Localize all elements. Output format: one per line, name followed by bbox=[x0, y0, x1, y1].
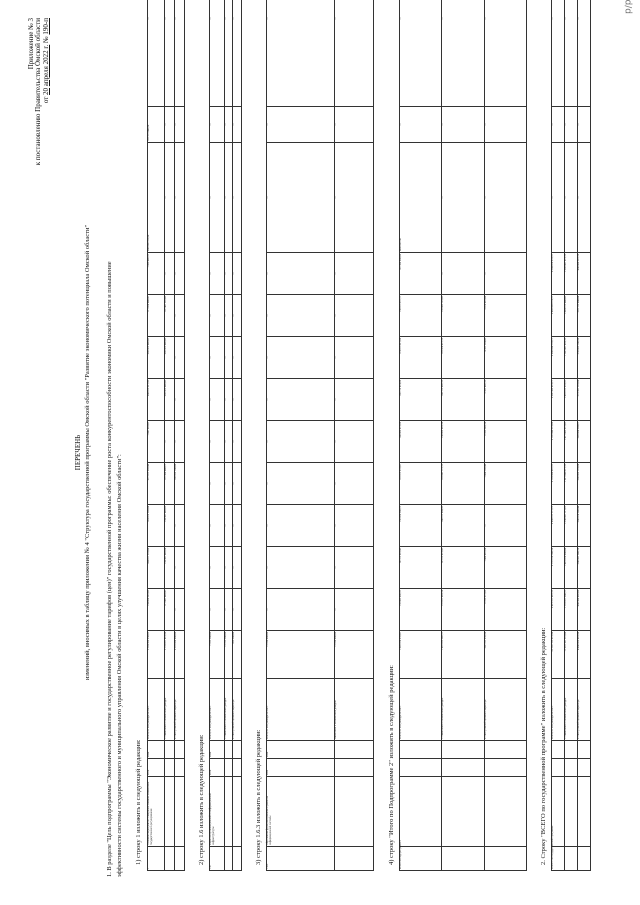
table-cell: — bbox=[578, 0, 591, 107]
table-cell: — bbox=[400, 107, 442, 143]
table-cell: 1 824 915 048,05 bbox=[565, 295, 578, 337]
table-cell: — bbox=[267, 295, 335, 337]
table-cell: 2 783 320,10 bbox=[484, 421, 526, 463]
table-cell: — bbox=[175, 253, 185, 295]
table-cell: — bbox=[210, 463, 225, 505]
table-cell: 4 397 594,05 bbox=[484, 337, 526, 379]
table-cell: — bbox=[334, 421, 373, 463]
table-cell: 187 315 060,30 bbox=[148, 107, 165, 143]
table-cell: 140 882 413,28 bbox=[400, 421, 442, 463]
table-cell: — bbox=[165, 0, 175, 107]
table-cell: 2 280 094 118,71 bbox=[552, 337, 565, 379]
table-cell: 347 797 232,50 bbox=[484, 631, 526, 679]
table-cell: — bbox=[267, 379, 335, 421]
table-cell bbox=[552, 759, 565, 777]
table-cell: — bbox=[334, 463, 373, 505]
table-row bbox=[224, 0, 233, 871]
table-row bbox=[175, 0, 185, 871]
table-cell: — bbox=[224, 0, 233, 107]
table-cell bbox=[175, 847, 185, 871]
table-cell: 171 001 043,41 bbox=[165, 589, 175, 631]
table-cell: — bbox=[334, 0, 373, 107]
table-cell: — bbox=[224, 295, 233, 337]
table-cell: — bbox=[175, 143, 185, 253]
table-cell: 17 293 101 319,80 bbox=[565, 631, 578, 679]
table-row bbox=[267, 0, 335, 871]
table-cell bbox=[233, 759, 242, 777]
table-cell bbox=[565, 741, 578, 759]
table-cell: — bbox=[224, 547, 233, 589]
appendix-label: Приложение № 3 bbox=[27, 18, 35, 70]
table-cell: 3 010 097,08 bbox=[484, 295, 526, 337]
table-cell: — bbox=[224, 253, 233, 295]
table-cell bbox=[175, 777, 185, 847]
table-cell bbox=[334, 741, 373, 759]
table-cell: Количество bbox=[400, 143, 442, 253]
table-cell: Основное мероприятие: Совершенствование механизмов государственного регулирования bbox=[148, 777, 165, 847]
table-cell: — bbox=[210, 253, 225, 295]
table-cell: 151 011 092,14 bbox=[442, 589, 484, 631]
table-cell bbox=[484, 759, 526, 777]
table-cell: 192 007 115,13 bbox=[442, 463, 484, 505]
item-5-heading: 2. Строку "ВСЕГО по государственной программе" изложить в следующей редакции: bbox=[540, 627, 547, 865]
resolution-label: к постановлению Правительства Омской области bbox=[34, 18, 43, 166]
table-cell: 15 920 000,00 bbox=[267, 631, 335, 679]
table-cell: — bbox=[484, 107, 526, 143]
table-cell: 138 013 219,11 bbox=[400, 295, 442, 337]
table-cell: ВСЕГО по государственной программе bbox=[552, 847, 565, 871]
table-cell bbox=[484, 777, 526, 847]
table-cell: — bbox=[334, 253, 373, 295]
table-cell bbox=[578, 759, 591, 777]
paragraph-line-2: эффективности системы государственного и муниципального управления Омской области в целях улучшения качества жизни населения Омской области": bbox=[115, 454, 123, 877]
item-2-heading: 2) строку 1.6 изложить в следующей редакции: bbox=[198, 734, 205, 865]
item-4-heading: 4) строку "Итого по Подпрограмме 2" изложить в следующей редакции: bbox=[388, 665, 395, 865]
table-cell: 89 515 895,43 bbox=[400, 547, 442, 589]
table-cell bbox=[578, 847, 591, 871]
table-cell: — bbox=[267, 143, 335, 253]
table-cell: 1 041 892,67 bbox=[148, 421, 165, 463]
table-cell: 165 712 614,28 bbox=[400, 379, 442, 421]
table-cell: — bbox=[267, 547, 335, 589]
table-cell bbox=[233, 741, 242, 759]
table-cell: 2 131 918 140,14 bbox=[552, 547, 565, 589]
table-cell: — bbox=[224, 505, 233, 547]
table-cell: — bbox=[484, 505, 526, 547]
table-cell: Итого по Подпрограмме 2 bbox=[400, 847, 442, 871]
table-row bbox=[233, 0, 242, 871]
table-cell: — bbox=[233, 295, 242, 337]
table-cell: Всего, из них расходы за счет: bbox=[148, 679, 165, 741]
table-cell: 2024 bbox=[148, 741, 165, 759]
table-cell bbox=[565, 847, 578, 871]
table-cell bbox=[334, 777, 373, 847]
table-cell: 578 175 066,06 bbox=[578, 295, 591, 337]
table-cell: — bbox=[334, 589, 373, 631]
item-3-heading: 3) строку 1.6.3 изложить в следующей редакции: bbox=[255, 729, 262, 865]
table-cell: — bbox=[233, 421, 242, 463]
table-cell: — bbox=[233, 0, 242, 107]
table-cell: — bbox=[210, 547, 225, 589]
table-cell: — bbox=[267, 421, 335, 463]
table-cell: 2 793 917,23 bbox=[484, 589, 526, 631]
table-cell: — bbox=[484, 143, 526, 253]
table-cell: 170 416 017,19 bbox=[442, 337, 484, 379]
table-cell: 200 819 011,33 bbox=[148, 379, 165, 421]
table-cell: — bbox=[442, 253, 484, 295]
table-cell: 135 003 122,03 bbox=[442, 295, 484, 337]
table-row bbox=[400, 0, 442, 871]
table-cell bbox=[165, 741, 175, 759]
table-cell: 203 415 049,05 bbox=[165, 337, 175, 379]
table-cell: Налоговых и неналоговых доходов bbox=[334, 679, 373, 741]
table-row-1-6-3 bbox=[266, 0, 374, 871]
table-cell: 2024 bbox=[210, 741, 225, 759]
table-cell: 293 500,00 bbox=[233, 631, 242, 679]
table-cell: — bbox=[267, 107, 335, 143]
table-cell: 2 473 311 097,13 bbox=[552, 589, 565, 631]
table-cell: 138 099 093,18 bbox=[442, 421, 484, 463]
date-line: от 20 апреля 2022 г. № 190-п bbox=[41, 18, 50, 104]
table-cell: — bbox=[267, 589, 335, 631]
table-cell: — bbox=[334, 337, 373, 379]
table-cell: — bbox=[578, 143, 591, 253]
table-cell: — bbox=[210, 295, 225, 337]
table-cell: 277 817 983,48 bbox=[148, 463, 165, 505]
table-cell: 203 415 049,05 bbox=[148, 337, 165, 379]
table-cell: 565 899 170,24 bbox=[578, 463, 591, 505]
table-cell: — bbox=[233, 253, 242, 295]
table-cell: — bbox=[267, 463, 335, 505]
table-cell: 2. Поступлений целевого характера bbox=[233, 679, 242, 741]
table-cell: — bbox=[552, 0, 565, 107]
table-cell: 1 806 103,48 bbox=[484, 463, 526, 505]
resolution-number: 190-п bbox=[41, 18, 50, 35]
table-cell: — bbox=[175, 379, 185, 421]
table-cell: — bbox=[210, 379, 225, 421]
table-cell: Обеспечение функционирования и развития информационной системы bbox=[267, 777, 335, 847]
table-cell: — bbox=[233, 379, 242, 421]
table-cell: 2 038 917 711,73 bbox=[552, 505, 565, 547]
table-cell: — bbox=[442, 143, 484, 253]
table-cell: Всего, из них расходы за счет: bbox=[210, 679, 225, 741]
table-program-total bbox=[551, 0, 591, 871]
table-cell: — bbox=[233, 505, 242, 547]
table-cell bbox=[552, 741, 565, 759]
table-cell: 154 890 541,83 bbox=[148, 589, 165, 631]
table-cell: 154 301 043,24 bbox=[165, 547, 175, 589]
table-cell bbox=[400, 777, 442, 847]
table-row-1 bbox=[147, 0, 185, 871]
table-row-1-6 bbox=[209, 0, 242, 871]
table-cell: 174 813 611,24 bbox=[400, 337, 442, 379]
table-cell: — bbox=[565, 143, 578, 253]
table-cell: 1 693 917 218,51 bbox=[565, 379, 578, 421]
table-cell bbox=[484, 741, 526, 759]
table-cell: — bbox=[148, 0, 165, 107]
table-subprogram-total bbox=[399, 0, 527, 871]
table-cell: — bbox=[267, 337, 335, 379]
table-cell: 153 805 009,37 bbox=[400, 589, 442, 631]
table-cell bbox=[175, 759, 185, 777]
table-cell: 154 301 043,25 bbox=[165, 505, 175, 547]
table-cell: — bbox=[210, 505, 225, 547]
table-cell: 160 917 004,35 bbox=[442, 505, 484, 547]
table-cell bbox=[334, 847, 373, 871]
table-cell: — bbox=[210, 589, 225, 631]
table-cell: — bbox=[233, 143, 242, 253]
table-cell: 680 300 067,02 bbox=[578, 589, 591, 631]
table-cell: Всего, из них расходы за счет: bbox=[400, 679, 442, 741]
table-cell: 1.6.3 bbox=[267, 847, 335, 871]
table-cell: — bbox=[334, 295, 373, 337]
table-cell: — bbox=[267, 0, 335, 107]
table-cell: 2 207 309 013,71 bbox=[552, 379, 565, 421]
table-cell: — bbox=[175, 107, 185, 143]
table-cell: — bbox=[484, 0, 526, 107]
table-cell: 1 481 079 003,11 bbox=[442, 631, 484, 679]
table-cell: 162 115 007,13 bbox=[442, 379, 484, 421]
table-cell: 6 468 052 495,54 bbox=[578, 631, 591, 679]
document-subtitle: изменений, вносимых в таблицу приложения № 4 "Структура государственной программы Омской области "Развитие экономического потенциала Омской области" bbox=[84, 224, 91, 681]
table-cell: 124 012 398,84 bbox=[148, 505, 165, 547]
table-cell: 508 016 540,46 bbox=[578, 505, 591, 547]
table-cell bbox=[233, 777, 242, 847]
table-cell: — bbox=[175, 505, 185, 547]
table-row bbox=[565, 0, 578, 871]
table-cell bbox=[165, 847, 175, 871]
table-cell: — bbox=[224, 107, 233, 143]
table-cell: 1 530 901 171,27 bbox=[565, 505, 578, 547]
table-cell: — bbox=[224, 337, 233, 379]
document-title: ПЕРЕЧЕНЬ bbox=[74, 434, 82, 471]
table-row bbox=[578, 0, 591, 871]
table-cell: 1 671 003 917,07 bbox=[565, 421, 578, 463]
table-cell: — bbox=[565, 0, 578, 107]
table-cell: 7 933 500,00 bbox=[210, 631, 225, 679]
table-row bbox=[148, 0, 165, 871]
table-cell bbox=[165, 777, 175, 847]
table-cell: 3 597 607,15 bbox=[484, 379, 526, 421]
table-cell bbox=[224, 777, 233, 847]
table-cell: 208 094 312,20 bbox=[148, 143, 165, 253]
table-cell: — bbox=[224, 421, 233, 463]
table-cell: — bbox=[224, 589, 233, 631]
table-row bbox=[442, 0, 484, 871]
table-cell: — bbox=[165, 253, 175, 295]
table-cell: 1.6 bbox=[210, 847, 225, 871]
table-cell: — bbox=[334, 379, 373, 421]
table-cell: — bbox=[442, 107, 484, 143]
table-cell bbox=[400, 759, 442, 777]
table-cell: — bbox=[442, 0, 484, 107]
section-paragraph bbox=[105, 26, 125, 877]
table-cell: 13 793 500,00 bbox=[224, 631, 233, 679]
table-cell: 2014 bbox=[148, 759, 165, 777]
table-cell bbox=[334, 759, 373, 777]
table-cell bbox=[565, 759, 578, 777]
table-cell: 1 623 010 800,04 bbox=[565, 547, 578, 589]
table-cell: 193 813 218,61 bbox=[400, 463, 442, 505]
table-cell bbox=[442, 741, 484, 759]
table-row bbox=[210, 0, 225, 871]
table-cell: 1. Налоговых и неналоговых доходов bbox=[442, 679, 484, 741]
table-cell: 2 504 010 210,31 bbox=[552, 253, 565, 295]
table-cell: 1 747 001 010,13 bbox=[565, 337, 578, 379]
table-cell: — bbox=[334, 547, 373, 589]
table-cell: — bbox=[210, 107, 225, 143]
table-cell: 1. Налоговых и неналоговых доходов bbox=[165, 679, 175, 741]
table-cell: 103 999 100,00 bbox=[175, 463, 185, 505]
table-cell bbox=[565, 777, 578, 847]
table-cell: — bbox=[334, 143, 373, 253]
table-cell: — bbox=[165, 107, 175, 143]
table-cell bbox=[224, 759, 233, 777]
item-1-heading: 1) строку 1 изложить в следующей редакции: bbox=[135, 739, 142, 865]
table-cell: 2. Поступлений целевого характера bbox=[578, 679, 591, 741]
table-cell: Развитие организационной и информационной инфраструктуры bbox=[210, 777, 225, 847]
table-cell bbox=[400, 741, 442, 759]
table-cell: 1 793 011 030,11 bbox=[565, 589, 578, 631]
table-cell: 3 116 071 612,30 bbox=[165, 631, 175, 679]
table-cell: Всего, из них расходы за счет: bbox=[267, 679, 335, 741]
table-row bbox=[552, 0, 565, 871]
table-cell: 2014 bbox=[210, 759, 225, 777]
table-cell: 1 903 001 813,19 bbox=[565, 253, 578, 295]
table-row bbox=[334, 0, 373, 871]
table-cell: — bbox=[334, 505, 373, 547]
table-cell: — bbox=[175, 0, 185, 107]
table-cell bbox=[233, 847, 242, 871]
table-cell: 23 761 153 815,34 bbox=[552, 631, 565, 679]
table-cell: — bbox=[210, 143, 225, 253]
table-cell: 508 907 340,10 bbox=[578, 547, 591, 589]
table-cell: 2. Поступлений целевого характера bbox=[484, 679, 526, 741]
table-cell bbox=[442, 847, 484, 871]
table-cell: 513 391 795,20 bbox=[578, 379, 591, 421]
table-cell: — bbox=[210, 337, 225, 379]
table-cell: — bbox=[233, 547, 242, 589]
table-cell: — bbox=[224, 463, 233, 505]
table-cell: — bbox=[165, 421, 175, 463]
table-cell: — bbox=[233, 337, 242, 379]
table-cell: — bbox=[400, 0, 442, 107]
table-cell: — bbox=[175, 337, 185, 379]
table-cell: 2 176 900 081,37 bbox=[552, 463, 565, 505]
table-cell: 144 811 518,84 bbox=[148, 547, 165, 589]
table-cell: 87 915 813,47 bbox=[442, 547, 484, 589]
table-cell bbox=[165, 759, 175, 777]
table-cell: — bbox=[210, 421, 225, 463]
table-cell: 1. Налоговых и неналоговых доходов bbox=[565, 679, 578, 741]
table-cell: — bbox=[334, 107, 373, 143]
table-cell: 2 370 034 000,00 bbox=[175, 631, 185, 679]
table-cell: — bbox=[165, 143, 175, 253]
table-cell bbox=[578, 741, 591, 759]
table-cell: — bbox=[224, 379, 233, 421]
table-cell bbox=[578, 777, 591, 847]
table-cell: 171 614 048,41 bbox=[148, 295, 165, 337]
table-cell: Всего, из них расходы за счет: bbox=[552, 679, 565, 741]
table-cell: 3 794 392 950,23 bbox=[148, 631, 165, 679]
table-cell bbox=[175, 741, 185, 759]
table-cell: — bbox=[224, 143, 233, 253]
table-cell: 152 670 388,73 bbox=[400, 505, 442, 547]
table-cell: 1. Налоговых и неналоговых доходов bbox=[224, 679, 233, 741]
table-cell: 2. Поступлений целевого характера bbox=[175, 679, 185, 741]
table-cell: — bbox=[267, 253, 335, 295]
table-row bbox=[165, 0, 175, 871]
table-cell: — bbox=[267, 505, 335, 547]
table-cell: — bbox=[565, 107, 578, 143]
table-row bbox=[484, 0, 526, 871]
table-cell bbox=[224, 741, 233, 759]
table-cell: — bbox=[210, 0, 225, 107]
table-cell: — bbox=[175, 295, 185, 337]
paragraph-line-1: 1. В разделе "Цель подпрограммы "Экономическое развитие и государственное регулирование тарифов (цен)" государственной программы: обеспечение роста конкурентоспособности экономики Омской области и повышение bbox=[106, 261, 113, 877]
table-cell: — bbox=[175, 547, 185, 589]
table-cell: — bbox=[552, 107, 565, 143]
appendix-header bbox=[28, 18, 50, 165]
table-cell: 533 093 108,58 bbox=[578, 337, 591, 379]
table-cell: — bbox=[175, 421, 185, 463]
table-cell: 179 300 048,97 bbox=[165, 463, 175, 505]
table-cell: — bbox=[233, 107, 242, 143]
table-cell: — bbox=[578, 107, 591, 143]
table-cell: 203 415 049,05 bbox=[165, 379, 175, 421]
table-cell: 528 036 396,21 bbox=[578, 421, 591, 463]
table-cell bbox=[442, 759, 484, 777]
table-cell: 15 920 000,00 bbox=[334, 631, 373, 679]
table-cell: — bbox=[484, 253, 526, 295]
scan-mark: d/d bbox=[622, 0, 632, 14]
table-cell: 1 828 876 235,61 bbox=[400, 631, 442, 679]
table-cell: 2024 bbox=[267, 741, 335, 759]
table-cell: 1 bbox=[148, 847, 165, 871]
table-cell: — bbox=[175, 589, 185, 631]
table-cell: 197 401 301,05 bbox=[165, 295, 175, 337]
table-cell: 600 008 397,12 bbox=[578, 253, 591, 295]
date-month-year: апреля 2022 г. bbox=[41, 44, 50, 87]
table-cell: 1 203 449,37 bbox=[148, 253, 165, 295]
table-cell bbox=[224, 847, 233, 871]
table-cell bbox=[484, 847, 526, 871]
table-cell: — bbox=[233, 463, 242, 505]
table-cell: 1 611 000 911,13 bbox=[565, 463, 578, 505]
table-cell: 2 199 040 313,28 bbox=[552, 421, 565, 463]
table-cell: 141 304 800,00 bbox=[400, 253, 442, 295]
table-cell: 2 403 090 114,11 bbox=[552, 295, 565, 337]
table-cell: — bbox=[552, 143, 565, 253]
table-cell: 2022 bbox=[267, 759, 335, 777]
table-cell: 1 600 081,96 bbox=[484, 547, 526, 589]
table-cell: — bbox=[233, 589, 242, 631]
date-day: 20 bbox=[41, 87, 50, 95]
table-cell bbox=[442, 777, 484, 847]
